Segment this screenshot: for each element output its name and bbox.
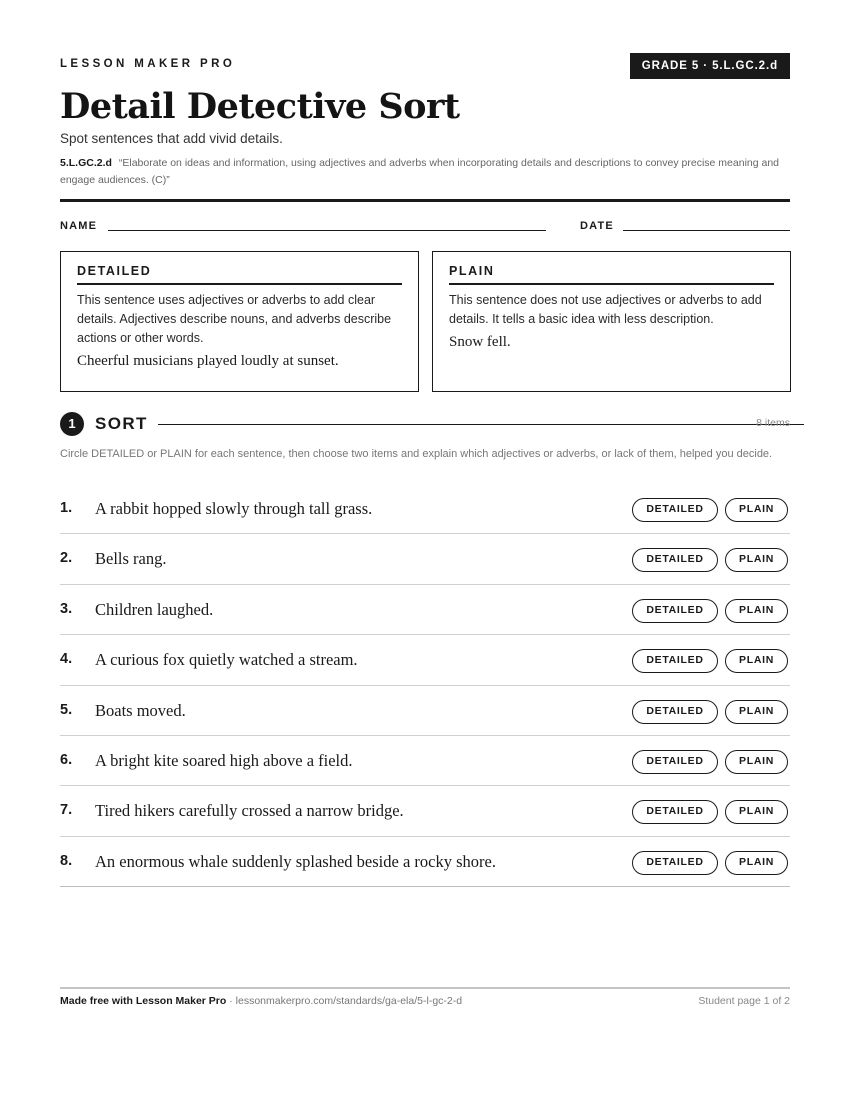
item-sentence: Children laughed. bbox=[95, 599, 214, 619]
item-number: 6. bbox=[60, 751, 73, 768]
item-sentence: An enormous whale suddenly splashed beside a rocky shore. bbox=[95, 851, 496, 871]
item-sentence: Tired hikers carefully crossed a narrow bridge. bbox=[95, 801, 404, 821]
section-instructions: Circle DETAILED or PLAIN for each sentence, then choose two items and explain which adjectives or adverbs, or lack of them, helped you decide. bbox=[60, 448, 773, 460]
detailed-choice-button[interactable]: DETAILED bbox=[632, 750, 718, 774]
section-title: SORT bbox=[95, 414, 148, 433]
plain-choice-button[interactable]: PLAIN bbox=[725, 750, 788, 774]
item-number: 2. bbox=[60, 550, 73, 567]
card-description: This sentence uses adjectives or adverbs to add clear details. Adjectives describe nouns, and adverbs describe actions or other words. bbox=[77, 293, 392, 345]
definition-card-plain bbox=[432, 251, 791, 392]
section-number-badge: 1 bbox=[60, 412, 84, 436]
item-number: 5. bbox=[60, 701, 73, 718]
detailed-choice-button[interactable]: DETAILED bbox=[632, 851, 718, 875]
choice-group bbox=[632, 700, 788, 724]
detailed-choice-button[interactable]: DETAILED bbox=[632, 649, 718, 673]
footer-credit bbox=[60, 995, 462, 1007]
page-subtitle: Spot sentences that add vivid details. bbox=[60, 131, 283, 146]
plain-choice-button[interactable]: PLAIN bbox=[725, 599, 788, 623]
choice-group bbox=[632, 851, 788, 875]
card-example: Snow fell. bbox=[449, 334, 511, 350]
plain-choice-button[interactable]: PLAIN bbox=[725, 649, 788, 673]
item-number: 1. bbox=[60, 500, 73, 516]
plain-choice-button[interactable]: PLAIN bbox=[725, 851, 788, 875]
item-count: 8 items bbox=[756, 417, 790, 429]
item-sentence: A curious fox quietly watched a stream. bbox=[95, 650, 358, 670]
definition-card-detailed bbox=[60, 251, 419, 392]
plain-choice-button[interactable]: PLAIN bbox=[725, 800, 788, 824]
standard-code: 5.L.GC.2.d bbox=[60, 157, 112, 169]
choice-group bbox=[632, 750, 788, 774]
sort-item-list bbox=[60, 484, 790, 887]
date-field[interactable] bbox=[623, 230, 790, 231]
standard-description bbox=[60, 155, 790, 189]
item-number: 7. bbox=[60, 802, 73, 819]
choice-group bbox=[632, 548, 788, 572]
grade-badge: GRADE 5 · 5.L.GC.2.d bbox=[630, 53, 790, 79]
item-sentence: Boats moved. bbox=[95, 700, 186, 720]
header-divider bbox=[60, 199, 790, 202]
name-field[interactable] bbox=[108, 230, 546, 231]
card-description: This sentence does not use adjectives or adverbs to add details. It tells a basic idea with less description. bbox=[449, 293, 762, 326]
list-item bbox=[60, 534, 790, 584]
plain-choice-button[interactable]: PLAIN bbox=[725, 700, 788, 724]
detailed-choice-button[interactable]: DETAILED bbox=[632, 599, 718, 623]
list-item bbox=[60, 837, 790, 887]
plain-choice-button[interactable]: PLAIN bbox=[725, 498, 788, 522]
item-number: 4. bbox=[60, 651, 73, 668]
detailed-choice-button[interactable]: DETAILED bbox=[632, 700, 718, 724]
item-number: 8. bbox=[60, 852, 73, 869]
list-item bbox=[60, 736, 790, 786]
detailed-choice-button[interactable]: DETAILED bbox=[632, 498, 718, 522]
card-example: Cheerful musicians played loudly at sunset. bbox=[77, 353, 339, 369]
item-sentence: Bells rang. bbox=[95, 549, 167, 569]
footer-made-with: Made free with Lesson Maker Pro bbox=[60, 995, 227, 1007]
brand-name: LESSON MAKER PRO bbox=[60, 58, 236, 70]
card-title: PLAIN bbox=[449, 264, 774, 285]
card-title: DETAILED bbox=[77, 264, 402, 285]
choice-group bbox=[632, 599, 788, 623]
list-item bbox=[60, 786, 790, 836]
list-item bbox=[60, 686, 790, 736]
list-item bbox=[60, 585, 790, 635]
item-number: 3. bbox=[60, 600, 73, 617]
worksheet-page bbox=[60, 0, 790, 1100]
standard-text: “Elaborate on ideas and information, using adjectives and adverbs when incorporating details and descriptions to convey precise meaning and engage audiences. (C)” bbox=[60, 157, 780, 186]
footer-page-number: Student page 1 of 2 bbox=[698, 995, 790, 1007]
date-label: DATE bbox=[580, 220, 614, 232]
choice-group bbox=[632, 649, 788, 673]
item-sentence: A rabbit hopped slowly through tall grass. bbox=[95, 499, 373, 518]
choice-group bbox=[632, 800, 788, 824]
name-label: NAME bbox=[60, 220, 98, 232]
page-title: Detail Detective Sort bbox=[60, 86, 460, 127]
plain-choice-button[interactable]: PLAIN bbox=[725, 548, 788, 572]
section-divider bbox=[158, 424, 804, 425]
detailed-choice-button[interactable]: DETAILED bbox=[632, 800, 718, 824]
choice-group bbox=[632, 498, 788, 522]
list-item bbox=[60, 484, 790, 534]
list-item bbox=[60, 635, 790, 685]
detailed-choice-button[interactable]: DETAILED bbox=[632, 548, 718, 572]
item-sentence: A bright kite soared high above a field. bbox=[95, 750, 353, 770]
footer-url[interactable]: · lessonmakerpro.com/standards/ga-ela/5-l-gc-2-d bbox=[226, 995, 463, 1007]
footer-divider bbox=[60, 987, 790, 989]
